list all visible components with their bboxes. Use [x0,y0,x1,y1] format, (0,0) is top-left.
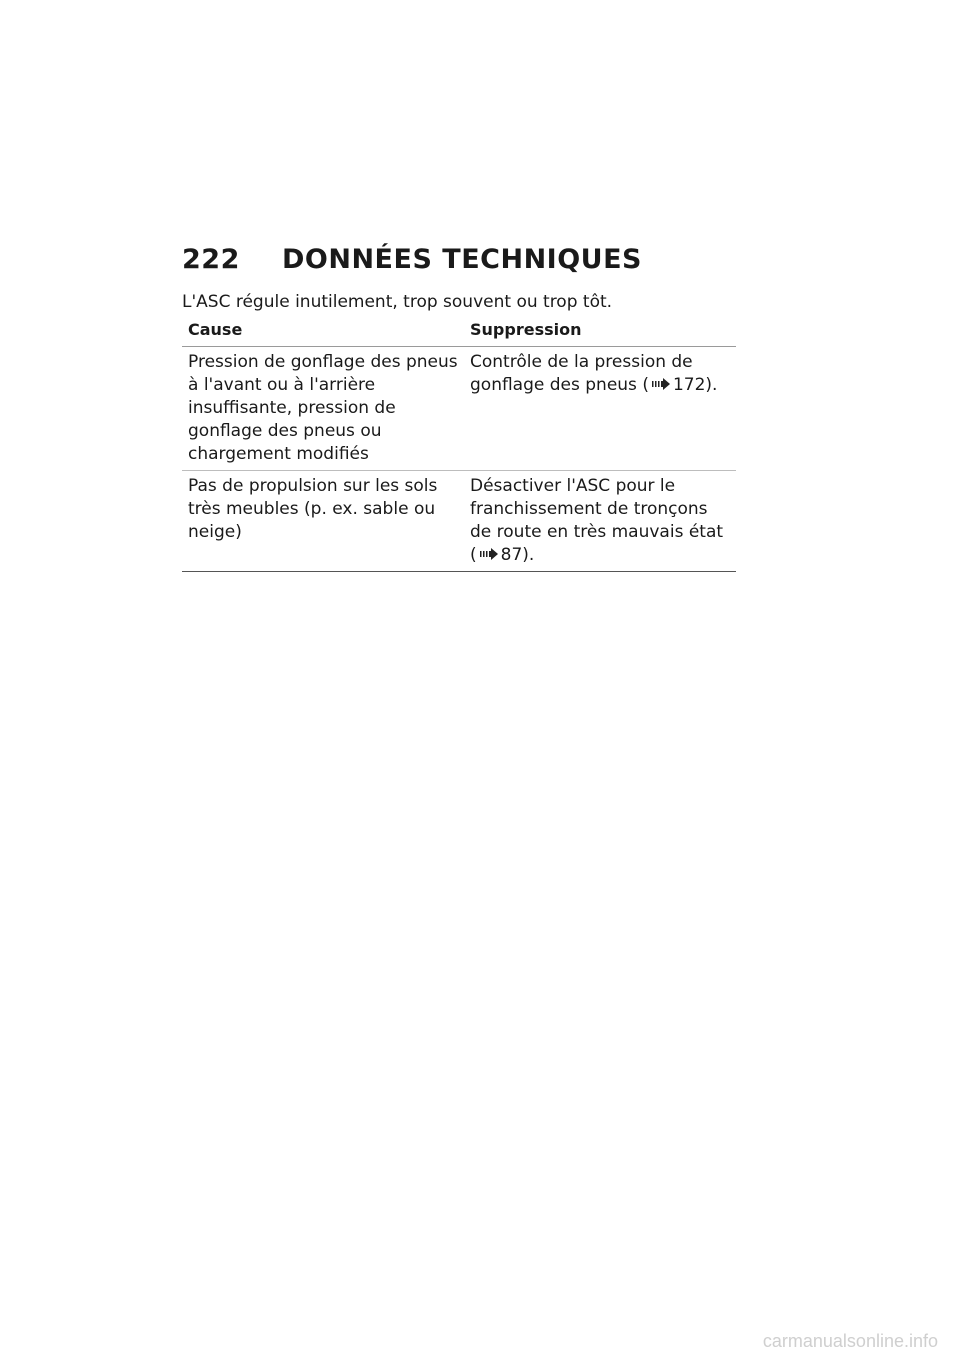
suppression-end: ). [522,545,535,565]
cause-suppression-table [182,316,736,572]
suppression-text: Désactiver l'ASC pour le franchissement de tronçons de route en très mauvais état ( [470,476,724,565]
page-number: 222 [182,244,240,275]
table-row [182,347,736,471]
page-header [182,244,642,275]
suppression-end: ). [705,375,718,395]
cause-cell: Pas de propulsion sur les sols très meubles (p. ex. sable ou neige) [182,471,464,572]
page-reference-arrow-icon [651,378,671,390]
cause-cell: Pression de gonflage des pneus à l'avant ou à l'arrière insuffisante, pression de gonflage des pneus ou chargement modifiés [182,347,464,471]
page-reference-link[interactable]: 172 [672,375,706,395]
watermark-footer: carmanualsonline.info [762,1331,938,1351]
section-title: DONNÉES TECHNIQUES [282,244,642,275]
column-header-cause: Cause [182,316,464,347]
table-row [182,471,736,572]
page-reference-link[interactable]: 87 [500,545,523,565]
intro-text: L'ASC régule inutilement, trop souvent ou trop tôt. [182,292,613,312]
suppression-text: Contrôle de la pression de gonflage des pneus ( [470,352,693,395]
table-header-row [182,316,736,347]
page-reference-arrow-icon [479,548,499,560]
suppression-cell [464,471,736,572]
suppression-cell [464,347,736,471]
column-header-suppression: Suppression [464,316,736,347]
